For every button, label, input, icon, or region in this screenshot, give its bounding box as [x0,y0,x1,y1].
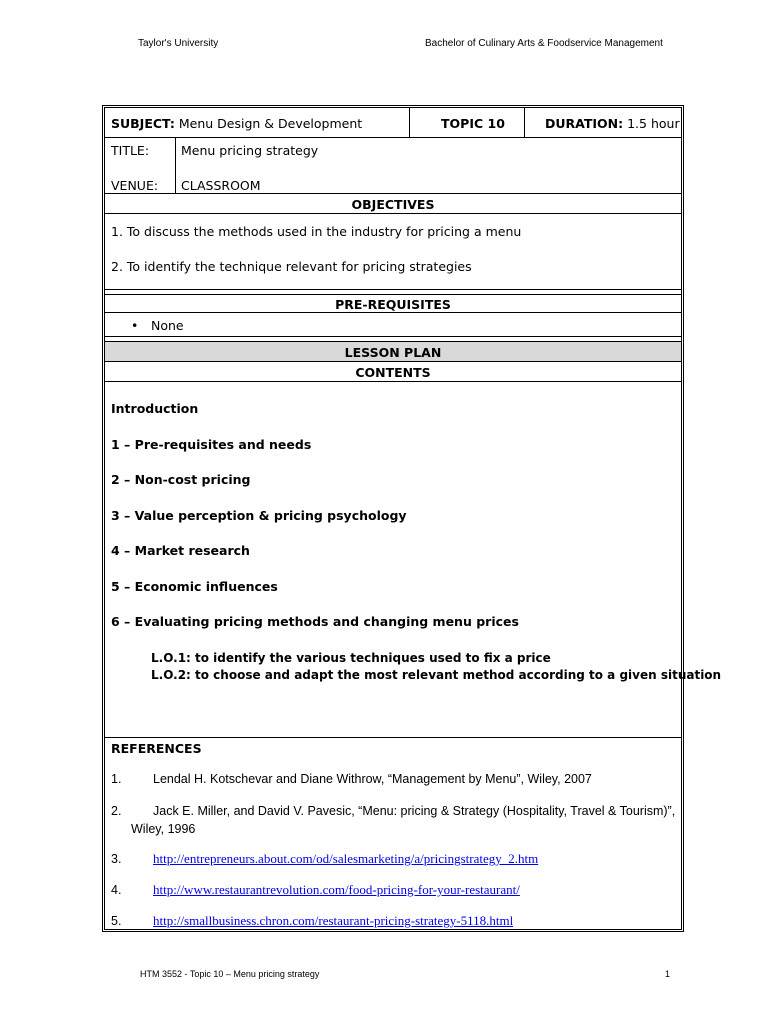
contents-heading: CONTENTS [355,365,431,380]
references-heading: REFERENCES [111,741,202,756]
venue-label: VENUE: [111,178,159,193]
objectives-heading: OBJECTIVES [351,197,435,212]
references-section [105,738,681,929]
contents-item: 5 – Economic influences [111,579,278,594]
title-value: Menu pricing strategy [181,143,319,158]
prerequisite-item: None [151,318,184,333]
reference-number: 2. [111,804,122,818]
prerequisites-row [105,313,681,337]
contents-item: 1 – Pre-requisites and needs [111,437,312,452]
lesson-table [102,105,722,932]
duration-value: 1.5 hour [627,116,680,131]
title-venue-row [105,138,681,194]
objectives-row [105,214,681,290]
contents-item: 3 – Value perception & pricing psychology [111,508,407,523]
contents-item: Introduction [111,401,199,416]
reference-number: 5. [111,914,122,928]
prerequisites-heading-row [105,295,681,313]
bullet-icon: • [131,318,139,333]
subject-row [105,108,681,138]
reference-link[interactable]: http://smallbusiness.chron.com/restaurant-pricing-strategy-5118.html [153,913,514,928]
contents-item: 2 – Non-cost pricing [111,472,251,487]
learning-outcome: L.O.1: to identify the various techniques used to fix a price [151,651,551,665]
topic-label: TOPIC 10 [441,116,505,131]
reference-text-cont: Wiley, 1996 [131,822,196,836]
reference-number: 3. [111,852,122,866]
lesson-plan-heading: LESSON PLAN [344,345,442,360]
footer-course: HTM 3552 - Topic 10 – Menu pricing strategy [140,969,320,979]
learning-outcome: L.O.2: to choose and adapt the most relevant method according to a given situation [151,668,722,682]
lesson-plan-heading-row [105,342,681,362]
duration-label: DURATION: [545,116,624,131]
contents-item: 4 – Market research [111,543,250,558]
contents-heading-row [105,362,681,382]
objectives-heading-row [105,194,681,214]
reference-link[interactable]: http://entrepreneurs.about.com/od/salesmarketing/a/pricingstrategy_2.htm [153,851,539,866]
footer-page-number: 1 [665,969,671,979]
reference-number: 4. [111,883,122,897]
duration [545,116,680,131]
subject-value: Menu Design & Development [178,116,363,131]
venue-value: CLASSROOM [181,178,261,193]
reference-number: 1. [111,772,122,786]
title-label: TITLE: [111,143,150,158]
reference-text: Lendal H. Kotschevar and Diane Withrow, “Management by Menu”, Wiley, 2007 [153,772,592,786]
prerequisites-heading: PRE-REQUISITES [335,297,451,312]
contents-item: 6 – Evaluating pricing methods and changing menu prices [111,614,519,629]
objective-item: 2. To identify the technique relevant for pricing strategies [111,259,472,274]
contents-row [105,382,722,738]
reference-link[interactable]: http://www.restaurantrevolution.com/food-pricing-for-your-restaurant/ [153,882,520,897]
subject [111,116,362,131]
reference-text: Jack E. Miller, and David V. Pavesic, “Menu: pricing & Strategy (Hospitality, Travel & Tourism)”, [153,804,676,818]
objective-item: 1. To discuss the methods used in the industry for pricing a menu [111,224,522,239]
subject-label: SUBJECT: [111,116,175,131]
header-institution: Taylor's University [138,38,219,49]
header-programme: Bachelor of Culinary Arts & Foodservice Management [425,38,663,49]
